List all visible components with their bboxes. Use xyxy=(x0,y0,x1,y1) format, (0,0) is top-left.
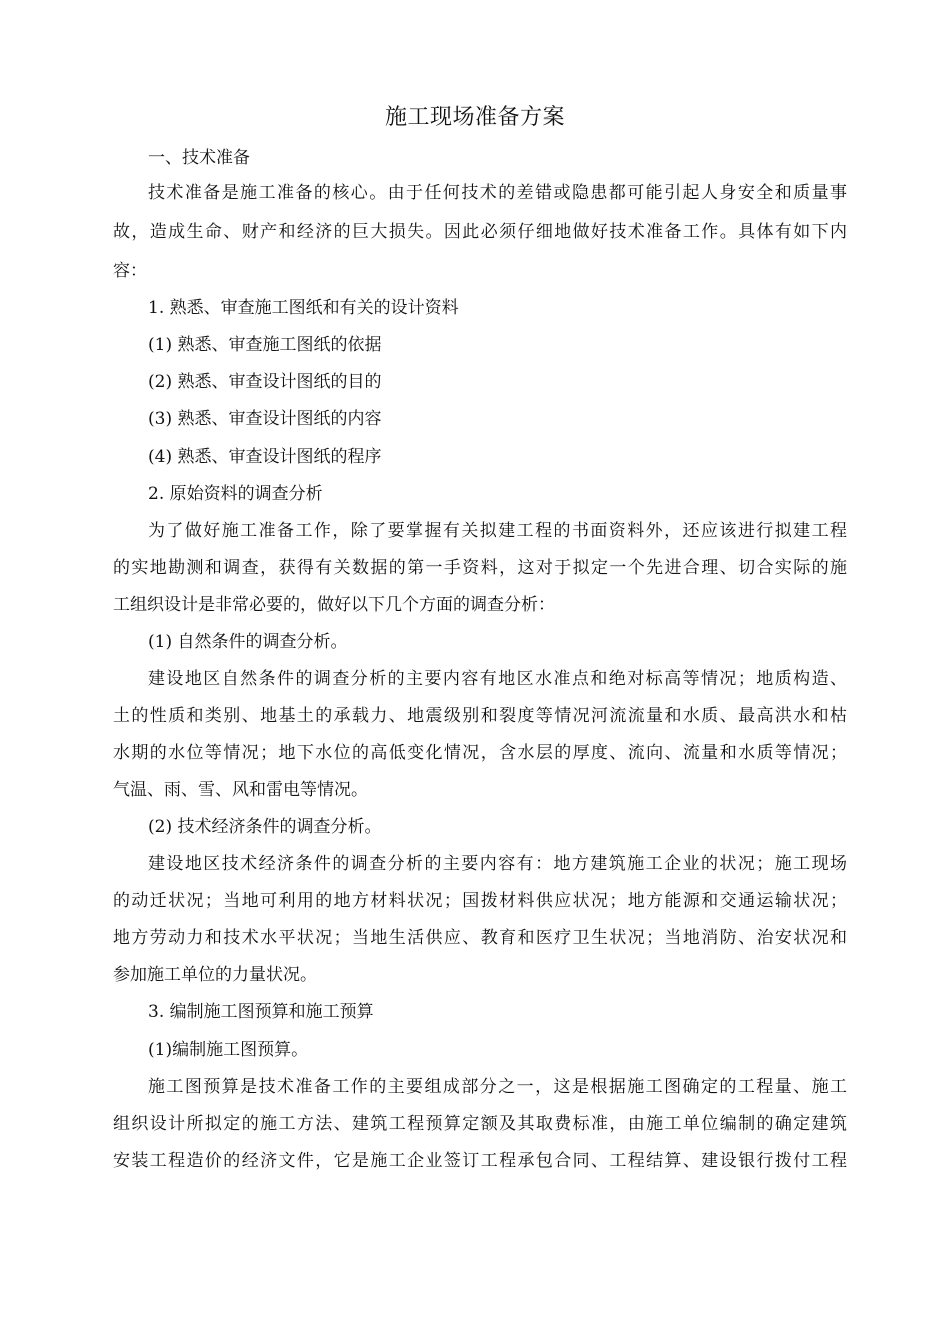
paragraph-line: 土的性质和类别、地基土的承载力、地震级别和裂度等情况河流流量和水质、最高洪水和枯 xyxy=(113,706,847,726)
paragraph-line: 安装工程造价的经济文件，它是施工企业签订工程承包合同、工程结算、建设银行拨付工程 xyxy=(113,1151,847,1171)
list-heading-3: 3. 编制施工图预算和施工预算 xyxy=(148,1002,374,1022)
paragraph-line: 故，造成生命、财产和经济的巨大损失。因此必须仔细地做好技术准备工作。具体有如下内 xyxy=(113,222,847,242)
paragraph-line: 的动迁状况；当地可利用的地方材料状况；国拨材料供应状况；地方能源和交通运输状况； xyxy=(113,891,847,911)
list-item: (2) 熟悉、审查设计图纸的目的 xyxy=(148,372,382,392)
list-item: (3) 熟悉、审查设计图纸的内容 xyxy=(148,409,382,429)
paragraph-line: 施工图预算是技术准备工作的主要组成部分之一，这是根据施工图确定的工程量、施工 xyxy=(148,1077,847,1097)
paragraph-line: 组织设计所拟定的施工方法、建筑工程预算定额及其取费标准，由施工单位编制的确定建筑 xyxy=(113,1114,847,1134)
list-item: (4) 熟悉、审查设计图纸的程序 xyxy=(148,447,382,467)
list-item: (1) 自然条件的调查分析。 xyxy=(148,632,348,652)
document-title: 施工现场准备方案 xyxy=(384,105,565,130)
paragraph-line: 参加施工单位的力量状况。 xyxy=(113,965,317,985)
paragraph-line: 容： xyxy=(113,261,147,281)
paragraph-line: 地方劳动力和技术水平状况；当地生活供应、教育和医疗卫生状况；当地消防、治安状况和 xyxy=(113,928,847,948)
paragraph-line: 气温、雨、雪、风和雷电等情况。 xyxy=(113,780,368,800)
paragraph-line: 建设地区技术经济条件的调查分析的主要内容有：地方建筑施工企业的状况；施工现场 xyxy=(148,854,847,874)
paragraph-line: 技术准备是施工准备的核心。由于任何技术的差错或隐患都可能引起人身安全和质量事 xyxy=(148,183,847,203)
list-item: (2) 技术经济条件的调查分析。 xyxy=(148,817,382,837)
paragraph-line: 为了做好施工准备工作，除了要掌握有关拟建工程的书面资料外，还应该进行拟建工程 xyxy=(148,521,847,541)
paragraph-line: 水期的水位等情况；地下水位的高低变化情况，含水层的厚度、流向、流量和水质等情况； xyxy=(113,743,847,763)
section-heading-technical-preparation: 一、技术准备 xyxy=(148,148,250,168)
paragraph-line: 工组织设计是非常必要的，做好以下几个方面的调查分析： xyxy=(113,595,555,615)
list-heading-2: 2. 原始资料的调查分析 xyxy=(148,484,323,504)
paragraph-line: 的实地勘测和调查，获得有关数据的第一手资料，这对于拟定一个先进合理、切合实际的施 xyxy=(113,558,847,578)
paragraph-line: 建设地区自然条件的调查分析的主要内容有地区水准点和绝对标高等情况；地质构造、 xyxy=(148,669,847,689)
list-heading-1: 1. 熟悉、审查施工图纸和有关的设计资料 xyxy=(148,298,459,318)
list-item: (1)编制施工图预算。 xyxy=(148,1040,309,1060)
list-item: (1) 熟悉、审查施工图纸的依据 xyxy=(148,335,382,355)
